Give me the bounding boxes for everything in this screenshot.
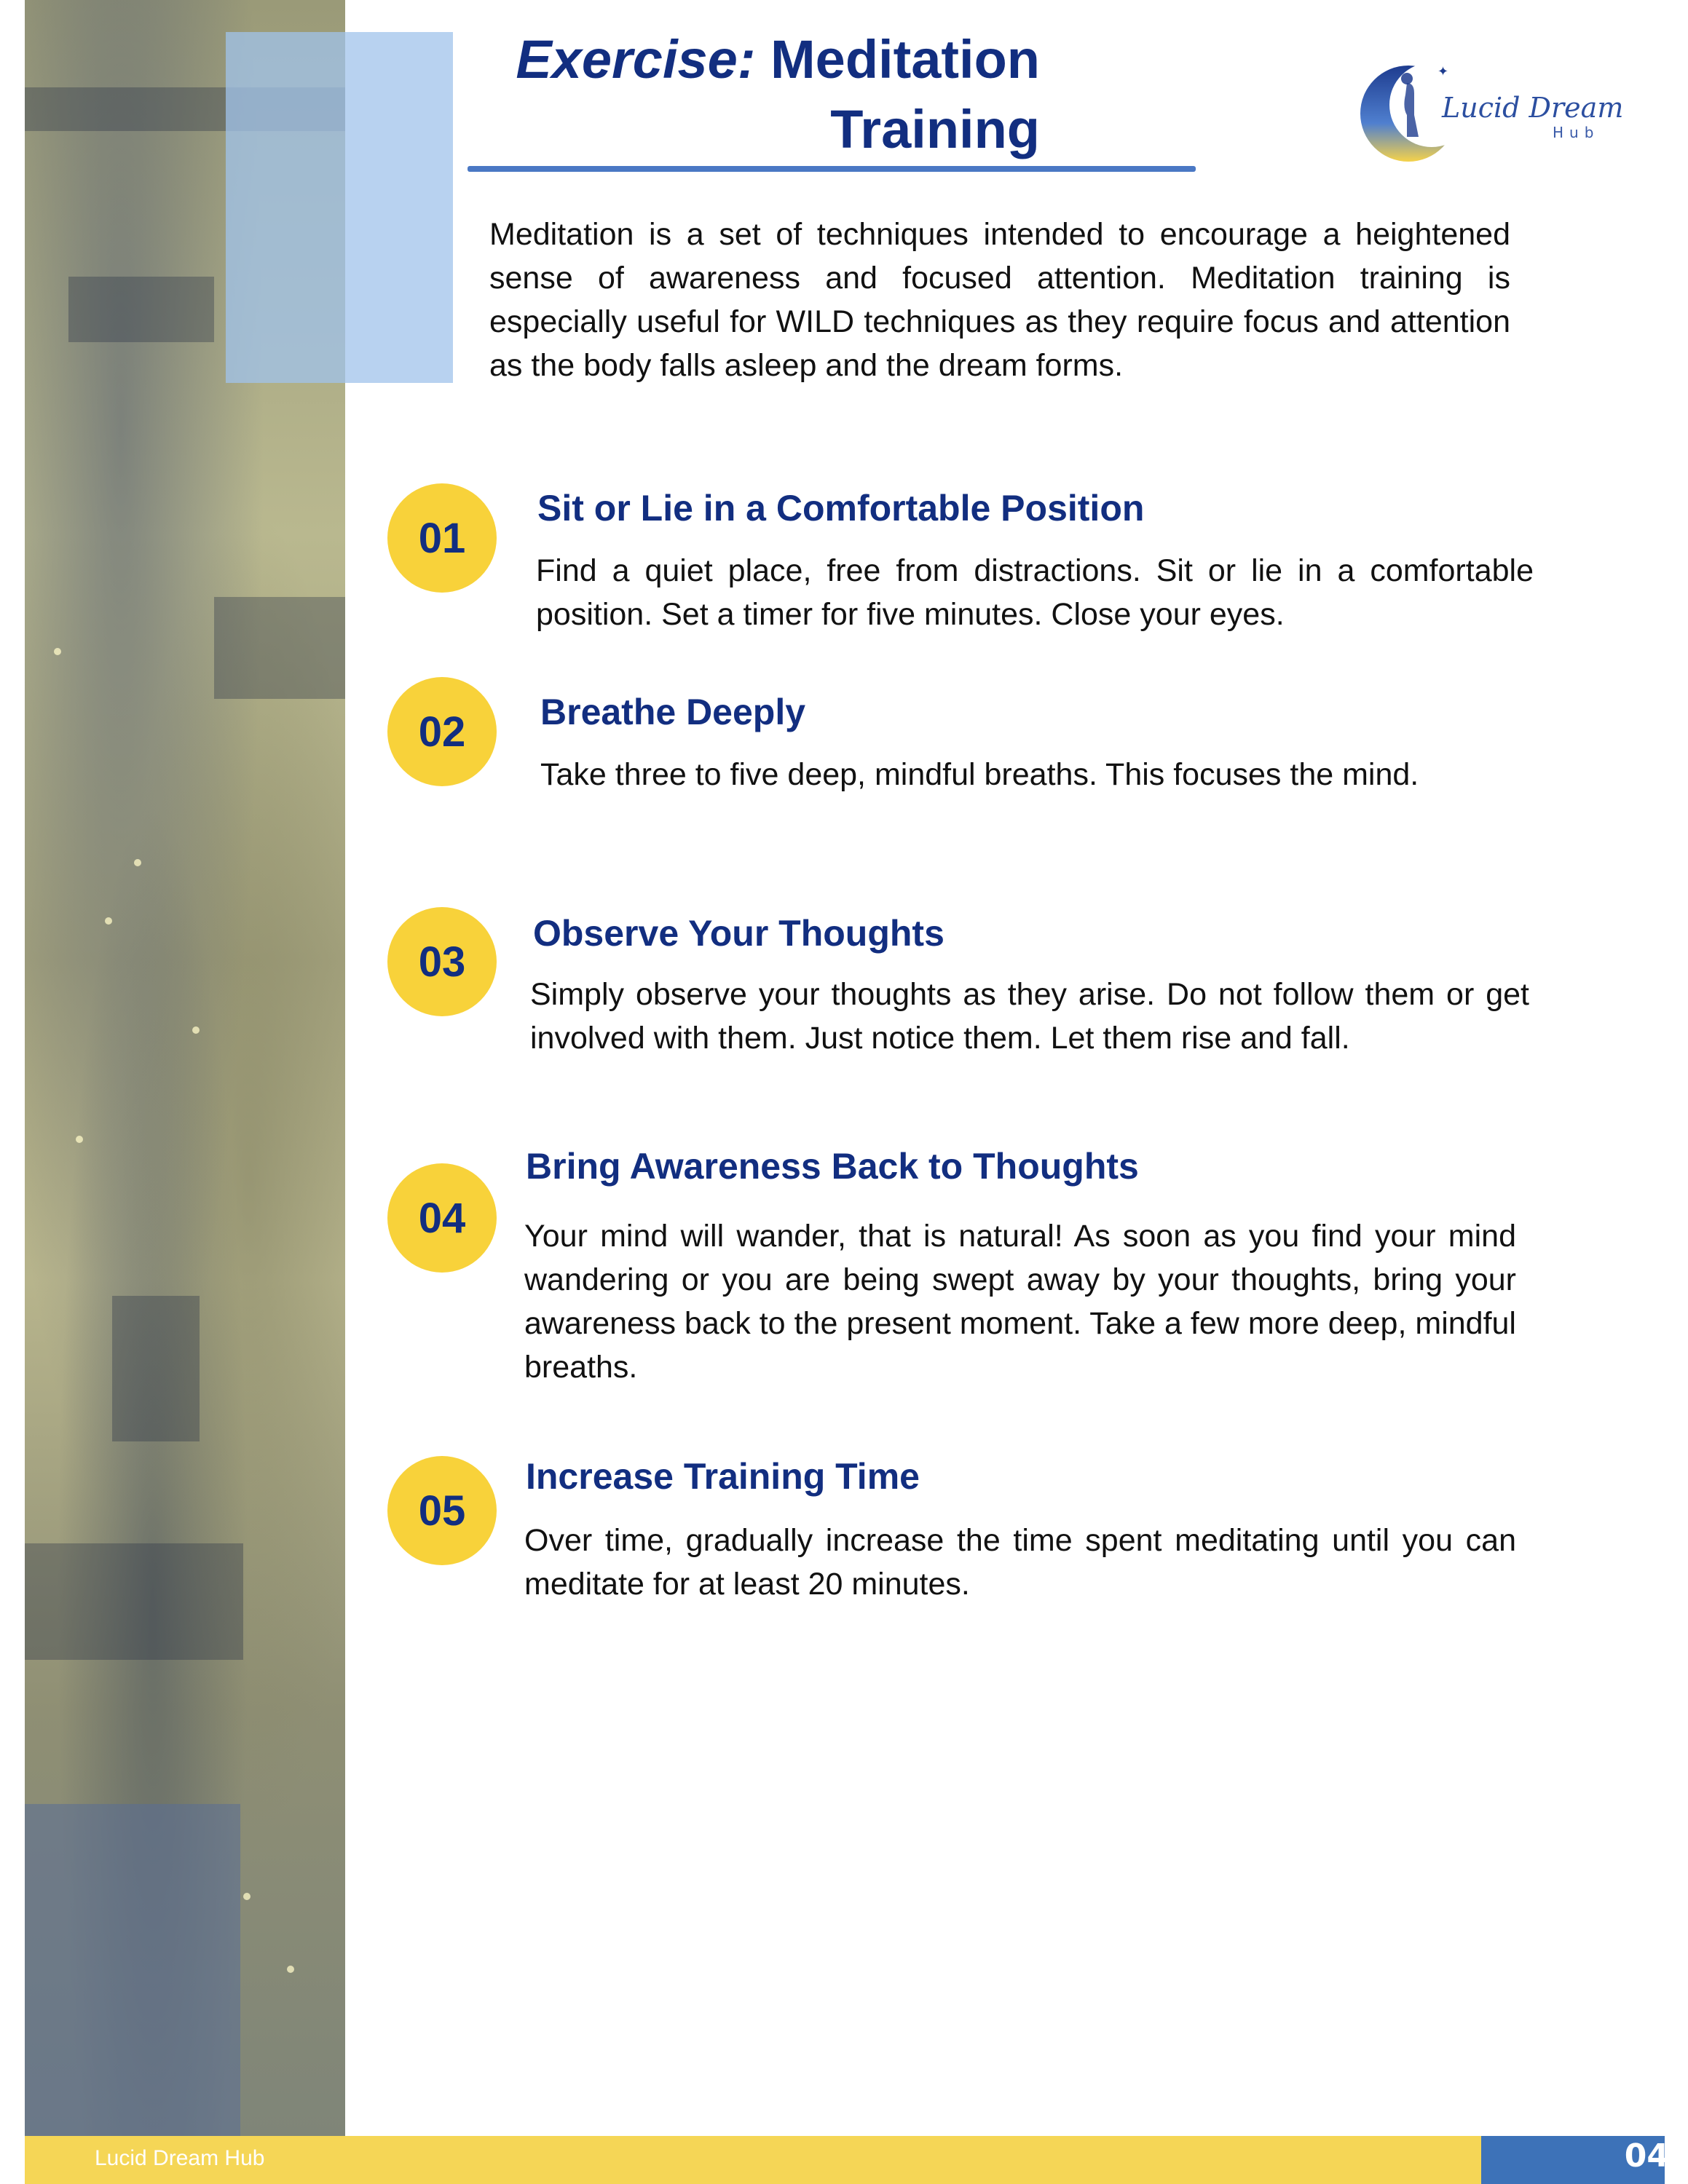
step-body: Your mind will wander, that is natural! As soon as you find your mind wandering or you are being swept away by your thoughts, bring your awareness back to the present moment. Take a few more deep, mindful breaths. — [524, 1219, 1516, 1385]
step-number-badge: 03 — [387, 907, 497, 1016]
step-title: Observe Your Thoughts — [533, 913, 944, 954]
step-title: Increase Training Time — [526, 1456, 920, 1497]
decorative-blue-panel-bottom — [25, 1804, 240, 2136]
step-number-badge: 02 — [387, 677, 497, 786]
title-rest: Meditation — [770, 29, 1040, 90]
page-title — [466, 25, 1040, 165]
step-number-badge: 04 — [387, 1163, 497, 1273]
step-body: Simply observe your thoughts as they arise. Do not follow them or get involved with them. Just notice them. Let them rise and fall. — [530, 977, 1529, 1056]
logo — [1356, 54, 1624, 170]
step-body: Find a quiet place, free from distractions. Sit or lie in a comfortable position. Set a timer for five minutes. Close your eyes. — [536, 553, 1534, 632]
title-underline — [468, 166, 1196, 172]
step-body: Take three to five deep, mindful breaths. This focuses the mind. — [540, 757, 1419, 792]
step-title: Breathe Deeply — [540, 692, 806, 732]
step-number-badge: 01 — [387, 483, 497, 593]
step-title: Sit or Lie in a Comfortable Position — [537, 488, 1145, 529]
decorative-blue-panel-top — [226, 32, 453, 383]
footer-brand: Lucid Dream Hub — [95, 2146, 265, 2170]
svg-text:✦: ✦ — [1437, 64, 1449, 79]
title-line-2: Training — [830, 99, 1040, 159]
page-number: 04 — [1624, 2137, 1669, 2175]
logo-name: Lucid Dream — [1442, 92, 1624, 124]
title-italic: Exercise: — [516, 29, 756, 90]
step-number-badge: 05 — [387, 1456, 497, 1565]
step-title: Bring Awareness Back to Thoughts — [526, 1146, 1139, 1187]
step-body: Over time, gradually increase the time spent meditating until you can meditate for at least 20 minutes. — [524, 1523, 1516, 1602]
intro-paragraph: Meditation is a set of techniques intended to encourage a heightened sense of awareness and focused attention. Meditation training is especially useful for WILD techniques as they require focus and attention as the body falls asleep and the dream forms. — [489, 217, 1510, 383]
logo-sub: Hub — [1553, 124, 1600, 141]
